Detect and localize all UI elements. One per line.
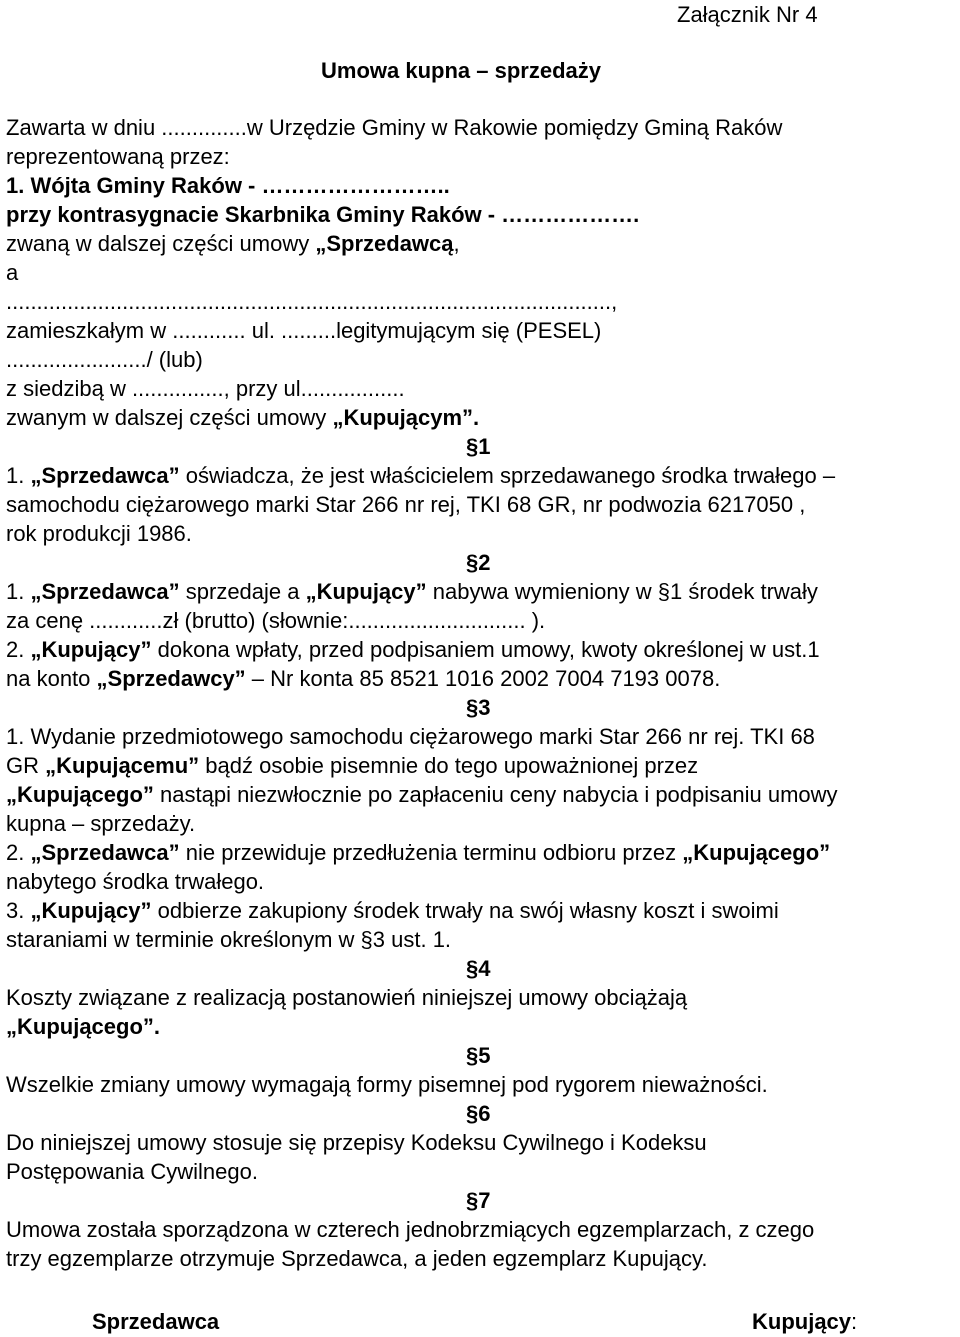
section-2-mark: §2: [466, 550, 491, 575]
preamble-line-3: 1. Wójta Gminy Raków - ……………………..: [6, 173, 450, 198]
buyer-term: „Kupującego”: [6, 782, 154, 807]
preamble-line-11: [6, 403, 479, 432]
clause-text: nabywa wymieniony w §1 środek trwały: [426, 579, 818, 604]
section-3-line-7: [6, 896, 779, 925]
section-1-line-2: samochodu ciężarowego marki Star 266 nr rej, TKI 68 GR, nr podwozia 6217050 ,: [6, 492, 806, 517]
buyer-term: „Kupującego”: [682, 840, 831, 865]
clause-text: odbierze zakupiony środek trwały na swój własny koszt i swoimi: [151, 898, 779, 923]
seller-term: „Sprzedawca”: [30, 579, 180, 604]
section-2-line-2: za cenę ............zł (brutto) (słownie:............................. ).: [6, 608, 546, 633]
section-6-line-2: Postępowania Cywilnego.: [6, 1159, 258, 1184]
buyer-signature-label: [752, 1307, 857, 1336]
section-1-line-1: [6, 461, 835, 490]
section-2-line-1: [6, 577, 818, 606]
preamble-text: ,: [453, 231, 460, 256]
annex-label: Załącznik Nr 4: [677, 2, 818, 27]
preamble-line-7: ...................................................................................................,: [6, 289, 618, 314]
section-2-line-3: [6, 635, 820, 664]
buyer-term: „Kupujący”: [30, 898, 152, 923]
clause-text: sprzedaje a: [179, 579, 306, 604]
preamble-line-10: z siedzibą w ..............., przy ul.................: [6, 376, 405, 401]
section-6-mark: §6: [466, 1101, 491, 1126]
preamble-line-4: przy kontrasygnacie Skarbnika Gminy Raków - ……………….: [6, 202, 640, 227]
preamble-line-9: ......................./ (lub): [6, 347, 203, 372]
section-3-line-6: nabytego środka trwałego.: [6, 869, 265, 894]
buyer-term: „Kupującemu”: [45, 753, 200, 778]
clause-number: 3.: [6, 898, 31, 923]
clause-text: nie przewiduje przedłużenia terminu odbioru przez: [179, 840, 683, 865]
clause-number: 1.: [6, 463, 31, 488]
bank-account: – Nr konta 85 8521 1016 2002 7004 7193 0078.: [245, 666, 721, 691]
buyer-term: „Kupujący”: [305, 579, 427, 604]
section-3-line-1: 1. Wydanie przedmiotowego samochodu ciężarowego marki Star 266 nr rej. TKI 68: [6, 724, 815, 749]
section-1-line-3: rok produkcji 1986.: [6, 521, 192, 546]
seller-term: „Sprzedawcą: [315, 231, 454, 256]
section-3-line-2: [6, 751, 698, 780]
clause-number: 2.: [6, 840, 31, 865]
buyer-signature-text: Kupujący: [752, 1309, 852, 1334]
section-3-mark: §3: [466, 695, 491, 720]
clause-text: nastąpi niezwłocznie po zapłaceniu ceny nabycia i podpisaniu umowy: [153, 782, 838, 807]
section-4-mark: §4: [466, 956, 491, 981]
preamble-line-8: zamieszkałym w ............ ul. .........legitymującym się (PESEL): [6, 318, 602, 343]
clause-text: oświadcza, że jest właścicielem sprzedawanego środka trwałego –: [179, 463, 836, 488]
section-4-line-1: Koszty związane z realizacją postanowień niniejszej umowy obciążają: [6, 985, 688, 1010]
buyer-term: „Kupującym”.: [332, 405, 480, 430]
section-3-line-3: [6, 780, 838, 809]
section-3-line-4: kupna – sprzedaży.: [6, 811, 196, 836]
section-2-line-4: [6, 664, 720, 693]
section-3-line-8: staraniami w terminie określonym w §3 ust. 1.: [6, 927, 452, 952]
seller-term: „Sprzedawca”: [30, 463, 180, 488]
preamble-text: zwaną w dalszej części umowy: [6, 231, 316, 256]
clause-number: 2.: [6, 637, 31, 662]
clause-text: GR: [6, 753, 46, 778]
preamble-line-6: a: [6, 260, 19, 285]
clause-number: 1.: [6, 579, 31, 604]
seller-signature-label: Sprzedawca: [92, 1309, 220, 1334]
preamble-line-1: Zawarta w dniu ..............w Urzędzie Gminy w Rakowie pomiędzy Gminą Raków: [6, 115, 783, 140]
buyer-term: „Kupujący”: [30, 637, 152, 662]
section-7-line-1: Umowa została sporządzona w czterech jednobrzmiących egzemplarzach, z czego: [6, 1217, 815, 1242]
section-7-line-2: trzy egzemplarze otrzymuje Sprzedawca, a jeden egzemplarz Kupujący.: [6, 1246, 708, 1271]
section-5-line-1: Wszelkie zmiany umowy wymagają formy pisemnej pod rygorem nieważności.: [6, 1072, 768, 1097]
buyer-signature-colon: :: [851, 1309, 858, 1334]
clause-text: dokona wpłaty, przed podpisaniem umowy, kwoty określonej w ust.1: [151, 637, 820, 662]
seller-term: „Sprzedawca”: [30, 840, 180, 865]
preamble-line-5: [6, 229, 460, 258]
section-5-mark: §5: [466, 1043, 491, 1068]
seller-term: „Sprzedawcy”: [96, 666, 246, 691]
document-title: Umowa kupna – sprzedaży: [321, 58, 601, 83]
clause-text: bądź osobie pisemnie do tego upoważnionej przez: [199, 753, 699, 778]
section-4-line-2: „Kupującego”.: [6, 1014, 161, 1039]
section-6-line-1: Do niniejszej umowy stosuje się przepisy Kodeksu Cywilnego i Kodeksu: [6, 1130, 707, 1155]
section-3-line-5: [6, 838, 830, 867]
section-7-mark: §7: [466, 1188, 491, 1213]
preamble-line-2: reprezentowaną przez:: [6, 144, 230, 169]
section-1-mark: §1: [466, 434, 491, 459]
clause-text: na konto: [6, 666, 97, 691]
preamble-text: zwanym w dalszej części umowy: [6, 405, 333, 430]
